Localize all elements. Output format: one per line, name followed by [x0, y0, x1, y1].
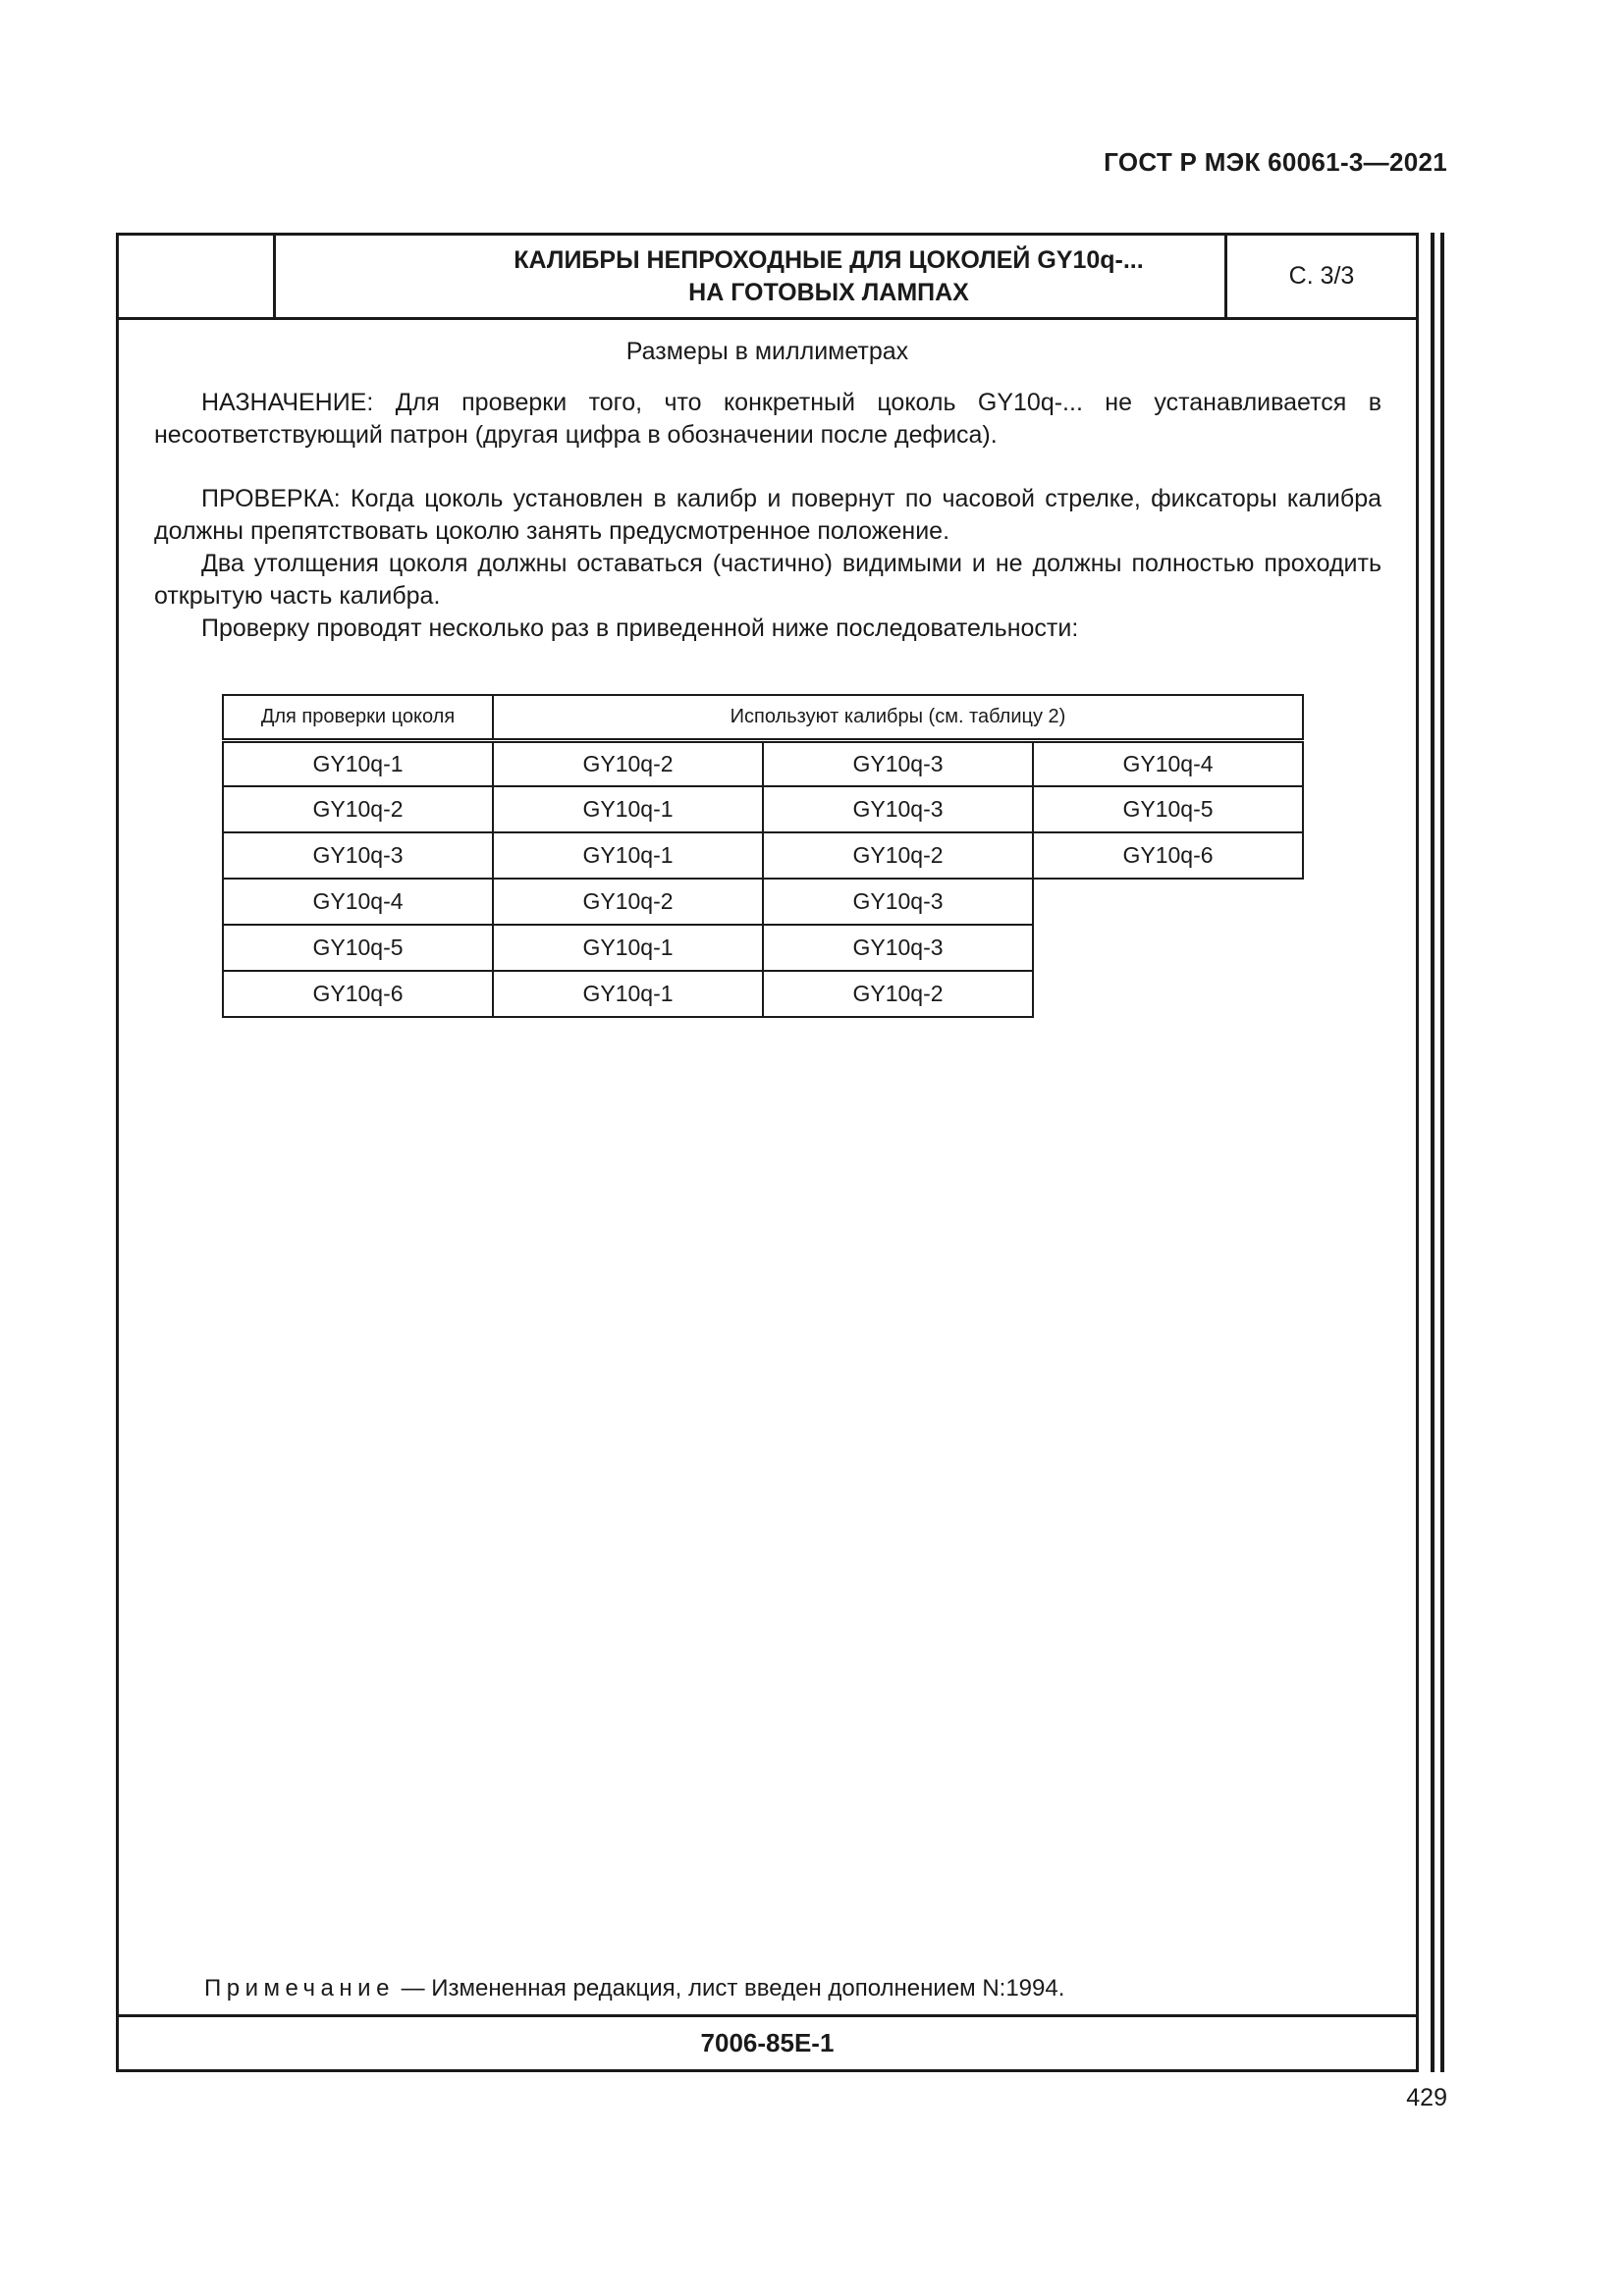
units-note: Размеры в миллиметрах: [625, 338, 909, 365]
table-cell: GY10q-2: [493, 879, 763, 925]
table-row: [223, 925, 1303, 971]
table-cell: GY10q-1: [493, 832, 763, 879]
header-gauges-cell: Используют калибры (см. таблицу 2): [493, 695, 1303, 740]
bosses-text: Два утолщения цоколя должны оставаться (частично) видимыми и не должны полностью проходить открытую часть калибра.: [154, 550, 1381, 610]
sheet-number: С. 3/3: [1224, 236, 1416, 317]
table-cell: GY10q-3: [763, 925, 1033, 971]
note-text: — Измененная редакция, лист введен дополнением N:1994.: [394, 1975, 1065, 2002]
empty-cell: [1033, 879, 1303, 925]
table-cell: GY10q-3: [763, 740, 1033, 786]
table-cell: GY10q-3: [763, 879, 1033, 925]
table-cell: GY10q-2: [763, 971, 1033, 1017]
table-row: [223, 740, 1303, 786]
table-header-row: [223, 695, 1303, 740]
table-cell: GY10q-2: [763, 832, 1033, 879]
sheet-note: [204, 1975, 1064, 2002]
sheet-header: [119, 236, 1416, 320]
table-cell: GY10q-6: [1033, 832, 1303, 879]
note-label: Примечание: [204, 1975, 395, 2002]
table-row: [223, 879, 1303, 925]
purpose-text: НАЗНАЧЕНИЕ: Для проверки того, что конкретный цоколь GY10q-... не устанавливается в несоответствующий патрон (другая цифра в обозначении после дефиса).: [154, 389, 1381, 449]
bosses-paragraph: [154, 548, 1381, 613]
sequence-text: Проверку проводят несколько раз в приведенной ниже последовательности:: [201, 614, 1079, 642]
table-cell: GY10q-5: [1033, 786, 1303, 832]
table-row: [223, 832, 1303, 879]
empty-cell: [1033, 925, 1303, 971]
header-blank-cell: [119, 236, 276, 317]
sheet-title-line-2: НА ГОТОВЫХ ЛАМПАХ: [688, 278, 969, 306]
table-cell: GY10q-1: [493, 786, 763, 832]
frame-rail-outer: [1440, 233, 1444, 2072]
sequence-paragraph: [154, 613, 1381, 645]
check-paragraph: [154, 483, 1381, 548]
sheet-title: [276, 236, 1381, 317]
table-cell: GY10q-2: [493, 740, 763, 786]
table-cell: GY10q-4: [223, 879, 493, 925]
sheet-title-line-1: КАЛИБРЫ НЕПРОХОДНЫЕ ДЛЯ ЦОКОЛЕЙ GY10q-...: [514, 245, 1144, 274]
page-number: 429: [1406, 2084, 1447, 2111]
sheet-frame: [116, 233, 1419, 2072]
table-cell: GY10q-1: [493, 971, 763, 1017]
table-cell: GY10q-4: [1033, 740, 1303, 786]
sheet-footer-code: 7006-85E-1: [119, 2014, 1416, 2069]
table-cell: GY10q-3: [223, 832, 493, 879]
table-cell: GY10q-6: [223, 971, 493, 1017]
empty-cell: [1033, 971, 1303, 1017]
gauge-sequence-table: [222, 694, 1304, 1018]
standard-code: ГОСТ Р МЭК 60061-3—2021: [1104, 147, 1447, 177]
frame-rail-inner: [1431, 233, 1435, 2072]
table-row: [223, 971, 1303, 1017]
header-base-cell: Для проверки цоколя: [223, 695, 493, 740]
table-cell: GY10q-3: [763, 786, 1033, 832]
table-cell: GY10q-5: [223, 925, 493, 971]
check-text: ПРОВЕРКА: Когда цоколь установлен в калибр и повернут по часовой стрелке, фиксаторы калибра должны препятствовать цоколю занять предусмотренное положение.: [154, 485, 1381, 545]
table-cell: GY10q-1: [493, 925, 763, 971]
purpose-paragraph: [154, 387, 1381, 452]
table-cell: GY10q-1: [223, 740, 493, 786]
table-row: [223, 786, 1303, 832]
table-cell: GY10q-2: [223, 786, 493, 832]
